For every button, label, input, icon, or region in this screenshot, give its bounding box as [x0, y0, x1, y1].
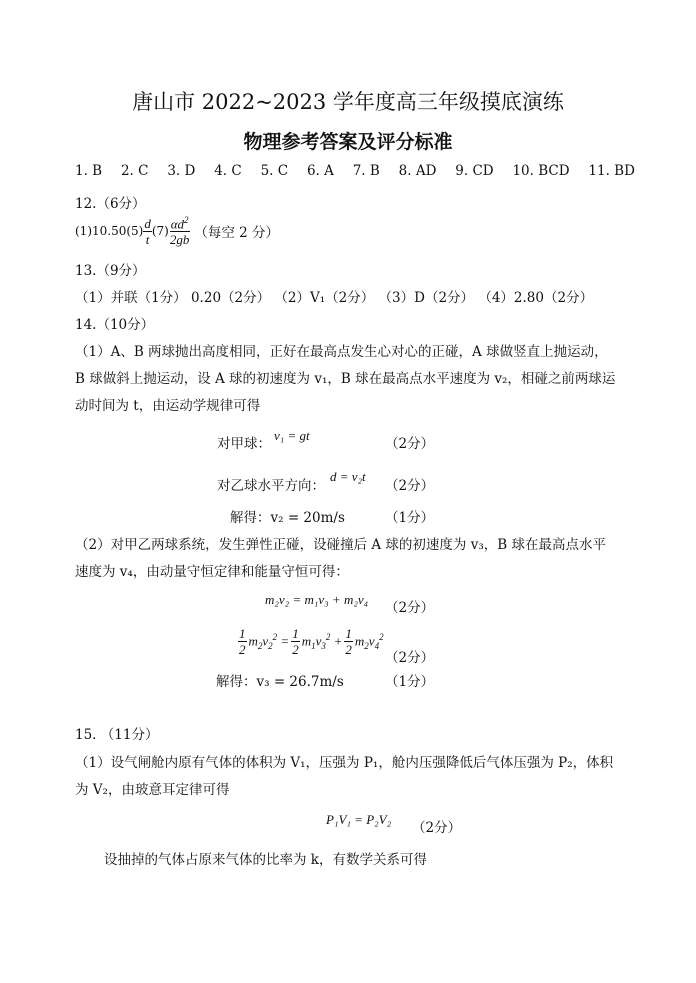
q12-part2: (5) — [126, 224, 144, 239]
q14-eq2: d = v₂t — [330, 469, 366, 484]
q14-solution2-score: （1分） — [385, 674, 435, 690]
mc-answer-row — [75, 163, 635, 179]
q14-eq1: v₁ = gt — [274, 428, 310, 443]
mc-answer: 6. A — [306, 163, 334, 179]
fraction-one-half: $\frac{1}{2}$ — [345, 626, 352, 657]
q15-paragraph-line: 设抽掉的气体占原来气体的比率为 k，有数学关系可得 — [104, 852, 427, 868]
mc-answer: 9. CD — [455, 163, 494, 179]
q14-eq4-score: （2分） — [385, 650, 435, 666]
q15-paragraph-line: （1）设气闸舱内原有气体的体积为 V₁，压强为 P₁，舱内压强降低后气体压强为 P₂，体积 — [75, 755, 614, 771]
q15-heading: 15. （11分） — [75, 727, 159, 743]
q14-eq3: m₂v₂ = m₁v₃ + m₂v₄ — [265, 592, 369, 607]
q14-heading: 14.（10分） — [75, 317, 155, 333]
q12-heading: 12.（6分） — [75, 196, 146, 212]
q14-eq2-score: （2分） — [385, 478, 435, 494]
q13-heading: 13.（9分） — [75, 263, 146, 279]
page-title: 唐山市 2022~2023 学年度高三年级摸底演练 — [132, 90, 564, 114]
fraction-one-half: $\frac{1}{2}$ — [239, 626, 246, 657]
q14-eq1-score: （2分） — [385, 436, 435, 452]
q14-eq2-label: 对乙球水平方向： — [217, 478, 325, 494]
mc-answer: 3. D — [167, 163, 196, 179]
q15-eq1: P₁V₁ = P₂V₂ — [326, 812, 392, 827]
q14-paragraph-line: （1）A、B 两球抛出高度相同，正好在最高点发生心对心的正碰，A 球做竖直上抛运动， — [75, 344, 608, 360]
fraction-ad2-over-2gb: $\frac{\alpha d^2}{2gb}$ — [169, 215, 190, 248]
q14-eq4-energy: $\frac{1}{2}$ $m_2v_2^2$ = $\frac{1}{2}$ $m_1v_3^2$ + $\frac{1}{2}$ $m_2v_4^2$ — [239, 626, 384, 657]
q15-paragraph-line: 为 V₂，由玻意耳定律可得 — [75, 782, 230, 798]
mc-answer: 5. C — [260, 163, 289, 179]
fraction-one-half: $\frac{1}{2}$ — [292, 626, 299, 657]
mc-answer: 1. B — [75, 163, 103, 179]
mc-answer: 2. C — [120, 163, 149, 179]
q14-solution1-score: （1分） — [385, 510, 435, 526]
q14-solution2: 解得：v₃ = 26.7m/s — [216, 674, 344, 690]
q12-answer-line — [75, 216, 279, 246]
q14-eq1-label: 对甲球： — [217, 436, 271, 452]
fraction-d-over-t: $\frac{d}{t}$ — [144, 215, 151, 247]
q14-paragraph-line: 动时间为 t，由运动学规律可得 — [75, 398, 261, 414]
q12-score-note: （每空 2 分） — [194, 225, 280, 242]
q13-answer-line: （1）并联（1分） 0.20（2分） （2）V₁（2分） （3）D（2分） （4）2.80（2分） — [75, 290, 594, 306]
q15-eq1-score: （2分） — [412, 820, 462, 836]
mc-answer: 4. C — [214, 163, 242, 179]
q12-part3: (7) — [151, 224, 169, 239]
mc-answer: 7. B — [352, 163, 380, 179]
mc-answer: 10. BCD — [512, 163, 570, 179]
q14-paragraph-line: B 球做斜上抛运动，设 A 球的初速度为 v₁，B 球在最高点水平速度为 v₂，相碰之前两球运 — [75, 371, 616, 387]
q12-part1: (1)10.50 — [75, 224, 127, 239]
q14-paragraph-line: 速度为 v₄，由动量守恒定律和能量守恒可得： — [75, 564, 349, 580]
q14-eq3-score: （2分） — [385, 600, 435, 616]
q14-solution1: 解得：v₂ = 20m/s — [230, 510, 345, 526]
mc-answer: 11. BD — [588, 163, 635, 179]
q14-paragraph-line: （2）对甲乙两球系统，发生弹性正碰，设碰撞后 A 球的初速度为 v₃，B 球在最高点水平 — [75, 537, 606, 553]
mc-answer: 8. AD — [398, 163, 437, 179]
page-subtitle: 物理参考答案及评分标准 — [243, 131, 453, 153]
